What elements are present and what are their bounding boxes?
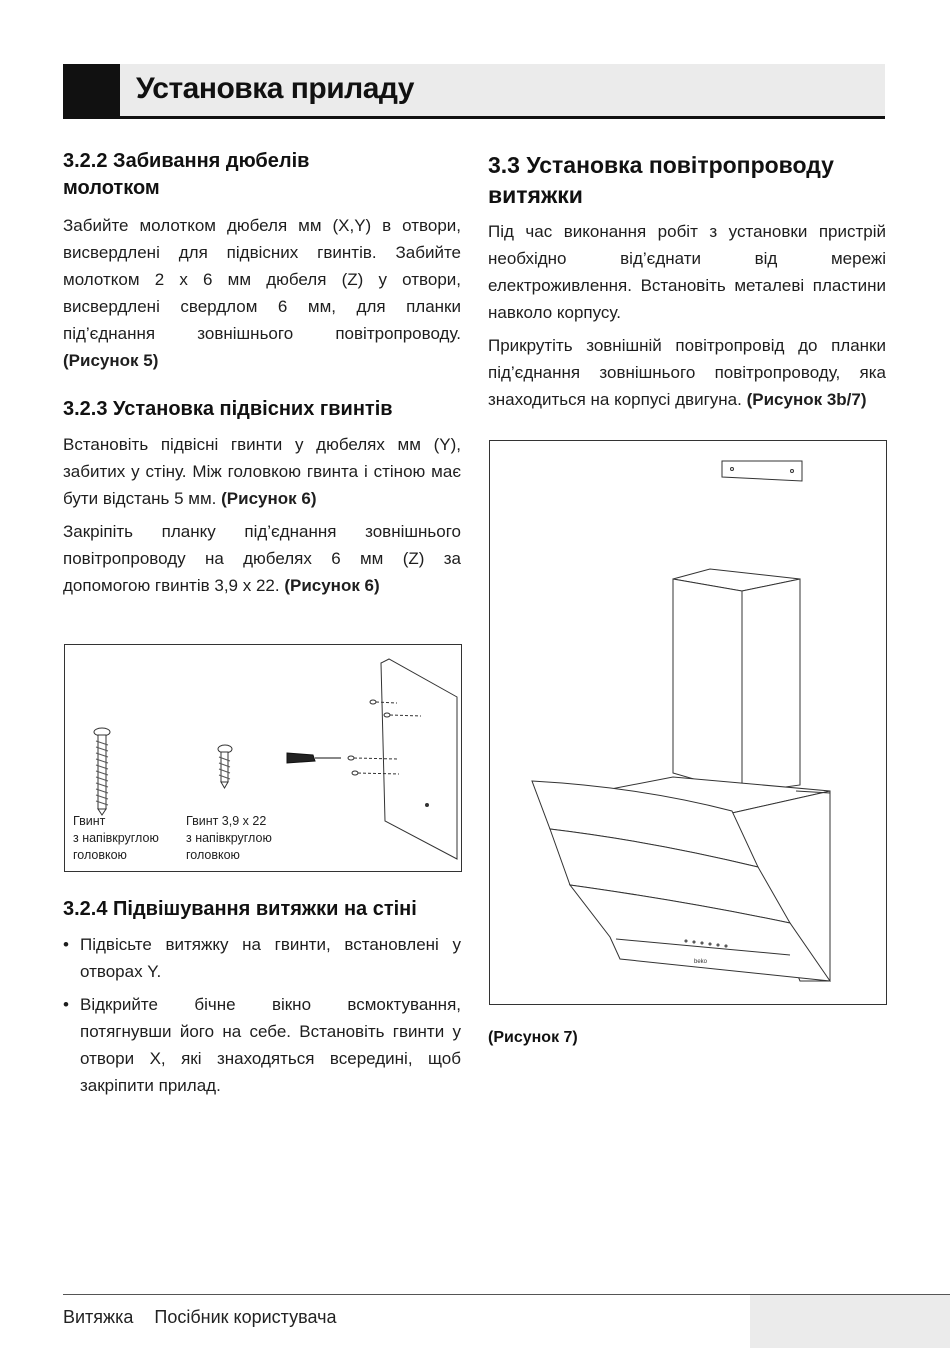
footer: [63, 1307, 352, 1328]
list-item: • Підвісьте витяжку на гвинти, встановлені у отворах Y.: [63, 931, 461, 985]
section-3-2-3-text-1: Встановіть підвісні гвинти у дюбелях мм (Y), забитих у стіну. Між головкою гвинта і стіною має бути відстань 5 мм.: [63, 435, 461, 508]
section-3-2-3-paragraph-1: [63, 431, 461, 512]
wall-panel-icon: [381, 659, 457, 859]
section-3-2-4-list: [63, 931, 461, 1099]
section-3-2-2-title-line1: 3.2.2 Забивання дюбелів: [63, 150, 310, 172]
section-3-2-2-paragraph: [63, 212, 461, 374]
section-3-3-paragraph-2: [488, 332, 886, 413]
footer-manual: Посібник користувача: [154, 1307, 337, 1327]
figure-ref-6b: (Рисунок 6): [284, 576, 380, 595]
screw1-caption: [73, 813, 159, 864]
section-3-2-3-paragraph-2: [63, 518, 461, 599]
screw2-caption-line3: головкою: [186, 848, 240, 862]
section-3-3: [488, 150, 886, 413]
screw1-caption-line1: Гвинт: [73, 814, 106, 828]
screw2-caption-line2: з напівкруглою: [186, 831, 272, 845]
screw1-caption-line2: з напівкруглою: [73, 831, 159, 845]
section-3-2-4: [63, 896, 461, 1099]
figure-ref-6a: (Рисунок 6): [221, 489, 317, 508]
screw2-caption: [186, 813, 272, 864]
section-3-2-3: [63, 396, 461, 599]
section-3-3-title-line1: 3.3 Установка повітропроводу: [488, 152, 834, 178]
figure-ref-3b-7: (Рисунок 3b/7): [746, 390, 867, 409]
list-item: • Відкрийте бічне вікно всмоктування, потягнувши його на себе. Встановіть гвинти у отвори X, які знаходяться всередині, щоб закріпити прилад.: [63, 991, 461, 1099]
bracket-plate-icon: [722, 461, 802, 481]
long-screw-icon: [94, 728, 110, 815]
brand-logo: beko: [694, 959, 708, 965]
section-3-2-2: [63, 148, 461, 374]
page-title: Установка приладу: [136, 72, 414, 105]
section-3-3-paragraph-1: Під час виконання робіт з установки пристрій необхідно від’єднати від мережі електроживлення. Встановіть металеві пластини навколо корпусу.: [488, 222, 886, 322]
chimney-icon: [673, 569, 800, 793]
cooker-hood-illustration: [490, 441, 886, 1004]
figure-7-caption: (Рисунок 7): [488, 1029, 578, 1046]
screw2-caption-line1: Гвинт 3,9 x 22: [186, 814, 267, 828]
section-3-3-text-2: Прикрутіть зовнішній повітропровід до планки під’єднання зовнішнього повітропроводу, яка знаходиться на корпусі двигуна.: [488, 336, 886, 409]
figure-6: [64, 644, 462, 872]
hood-body-icon: [532, 777, 830, 981]
section-3-2-3-title: 3.2.3 Установка підвісних гвинтів: [63, 398, 393, 420]
footer-product: Витяжка: [63, 1307, 134, 1327]
page-number-box: [750, 1295, 950, 1348]
section-3-2-2-title-line2: молотком: [63, 177, 160, 199]
screw1-caption-line3: головкою: [73, 848, 127, 862]
section-3-3-title-line2: витяжки: [488, 182, 583, 208]
screwdriver-icon: [287, 753, 341, 763]
figure-7: [489, 440, 887, 1005]
header-black-block: [63, 64, 120, 116]
figure-ref-5: (Рисунок 5): [63, 351, 159, 370]
section-3-2-2-text: Забийте молотком дюбеля мм (X,Y) в отвори, висвердлені для підвісних гвинтів. Забийте молотком 2 x 6 мм дюбеля (Z) у отвори, висвердлені свердлом 6 мм, для планки під’єднання зовнішнього повітропроводу.: [63, 216, 461, 343]
section-header: [63, 64, 885, 119]
short-screw-icon: [218, 745, 232, 788]
section-3-2-3-text-2: Закріпіть планку під’єднання зовнішнього повітропроводу на дюбелях 6 мм (Z) за допомогою гвинтів 3,9 x 22.: [63, 522, 461, 595]
section-3-2-4-title: 3.2.4 Підвішування витяжки на стіні: [63, 898, 417, 920]
